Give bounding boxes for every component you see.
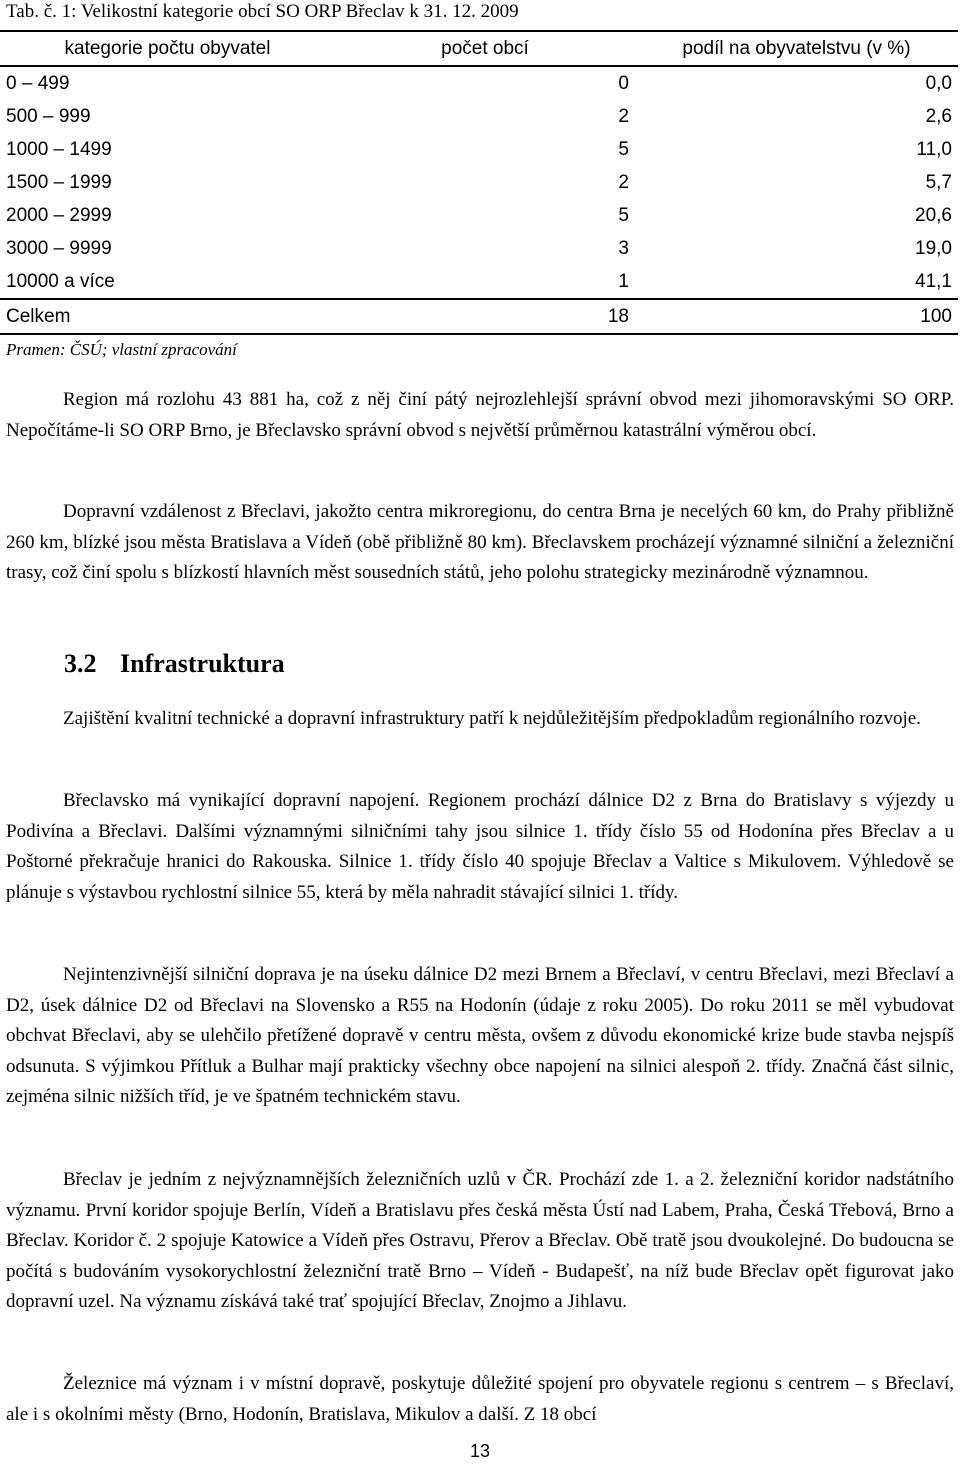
row-share: 19,0	[915, 237, 952, 259]
paragraph-region-area	[6, 385, 954, 446]
section-number: 3.2	[64, 649, 97, 678]
paragraph-infrastructure-intro	[6, 704, 954, 735]
paragraph-text: Nejintenzivnější silniční doprava je na úseku dálnice D2 mezi Brnem a Břeclaví, v centru Břeclavi, mezi Břeclaví a D2, úsek dálnice D2 od Břeclavi na Slovensko a R55 na Hodonín (údaje z roku 2005). Do roku 2011 se měl vybudovat obchvat Břeclavi, aby se ulehčilo přetížené dopravě v centru města, ovšem z důvodu ekonomické krize bude stavba nejspíš odsunuta. S výjimkou Přítluk a Bulhar mají prakticky všechny obce napojení na silnici alespoň 2. třídy. Značná část silnic, zejména silnic nižších tříd, je ve špatném technickém stavu.	[6, 964, 954, 1107]
row-share: 5,7	[925, 171, 952, 193]
table-row	[0, 133, 958, 166]
row-count: 3	[618, 237, 629, 259]
paragraph-text: Dopravní vzdálenost z Břeclavi, jakožto centra mikroregionu, do centra Brna je necelých 60 km, do Prahy přibližně 260 km, blízké jsou města Bratislava a Vídeň (obě přibližně 80 km). Břeclavskem procházejí významné silniční a železniční trasy, což činí spolu s blízkostí hlavních měst sousedních států, jeho polohu strategicky mezinárodně významnou.	[6, 501, 954, 583]
row-category: 1000 – 1499	[6, 138, 112, 160]
row-share: 11,0	[916, 138, 952, 160]
paragraph-road-traffic	[6, 960, 954, 1113]
header-share: podíl na obyvatelstvu (v %)	[635, 31, 958, 66]
paragraph-text: Region má rozlohu 43 881 ha, což z něj činí pátý nejrozlehlejší správní obvod mezi jihomoravskými SO ORP. Nepočítáme-li SO ORP Brno, je Břeclavsko správní obvod s největší průměrnou katastrální výměrou obcí.	[6, 389, 954, 441]
paragraph-text: Břeclavsko má vynikající dopravní napojení. Regionem prochází dálnice D2 z Brna do Bratislavy s výjezdy u Podivína a Břeclavi. Dalšími významnými silničními tahy jsou silnice 1. třídy číslo 55 od Hodonína přes Břeclav a u Poštorné překračuje hranici do Rakouska. Silnice 1. třídy číslo 40 spojuje Břeclav a Valtice s Mikulovem. Výhledově se plánuje s výstavbou rychlostní silnice 55, která by měla nahradit stávající silnici 1. třídy.	[6, 790, 954, 903]
paragraph-text: Zajištění kvalitní technické a dopravní infrastruktury patří k nejdůležitějším předpokladům regionálního rozvoje.	[63, 708, 921, 729]
row-count: 5	[618, 138, 629, 160]
row-category: 1500 – 1999	[6, 171, 112, 193]
table-source-note: Pramen: ČSÚ; vlastní zpracování	[6, 340, 237, 359]
row-category: 500 – 999	[6, 105, 91, 127]
row-share: 0,0	[925, 72, 952, 94]
table-row	[0, 232, 958, 265]
paragraph-railway	[6, 1165, 954, 1318]
total-share: 100	[635, 299, 958, 334]
row-category: 10000 a více	[6, 270, 115, 292]
paragraph-text: Břeclav je jedním z nejvýznamnějších železničních uzlů v ČR. Prochází zde 1. a 2. železniční koridor nadstátního významu. První koridor spojuje Berlín, Vídeň a Bratislavu přes česká města Ústí nad Labem, Praha, Česká Třebová, Brno a Břeclav. Koridor č. 2 spojuje Katowice a Vídeň přes Ostravu, Přerov a Břeclav. Obě tratě jsou dvoukolejné. Do budoucna se počítá s budováním vysokorychlostní železniční tratě Brno – Vídeň - Budapešť, na níž bude Břeclav opět figurovat jako dopravní uzel. Na významu získává také trať spojující Břeclav, Znojmo a Jihlavu.	[6, 1169, 954, 1312]
table-row	[0, 166, 958, 199]
row-count: 0	[618, 72, 629, 94]
municipality-size-table	[0, 30, 958, 335]
paragraph-text: Železnice má význam i v místní dopravě, poskytuje důležité spojení pro obyvatele regionu s centrem – s Břeclaví, ale i s okolními městy (Brno, Hodonín, Bratislava, Mikulov a další. Z 18 obcí	[6, 1373, 954, 1425]
header-category: kategorie počtu obyvatel	[0, 31, 335, 66]
row-count: 5	[618, 204, 629, 226]
paragraph-local-rail	[6, 1369, 954, 1430]
header-count: počet obcí	[335, 31, 635, 66]
table-row	[0, 66, 958, 100]
table-caption: Tab. č. 1: Velikostní kategorie obcí SO ORP Břeclav k 31. 12. 2009	[6, 1, 519, 22]
row-category: 0 – 499	[6, 72, 70, 94]
paragraph-road-connections	[6, 786, 954, 908]
row-count: 2	[618, 171, 629, 193]
row-category: 2000 – 2999	[6, 204, 112, 226]
table-row	[0, 100, 958, 133]
total-label: Celkem	[0, 299, 335, 334]
table-row	[0, 265, 958, 299]
row-share: 41,1	[915, 270, 952, 292]
table-row	[0, 199, 958, 232]
page-number: 13	[469, 1441, 491, 1461]
row-count: 1	[618, 270, 629, 292]
row-share: 20,6	[915, 204, 952, 226]
table-total-row	[0, 299, 958, 334]
row-count: 2	[618, 105, 629, 127]
table-header-row	[0, 31, 958, 66]
total-count: 18	[335, 299, 635, 334]
section-heading	[64, 646, 285, 682]
row-category: 3000 – 9999	[6, 237, 112, 259]
paragraph-transport-distance	[6, 497, 954, 589]
row-share: 2,6	[925, 105, 952, 127]
section-title: Infrastruktura	[120, 649, 285, 678]
